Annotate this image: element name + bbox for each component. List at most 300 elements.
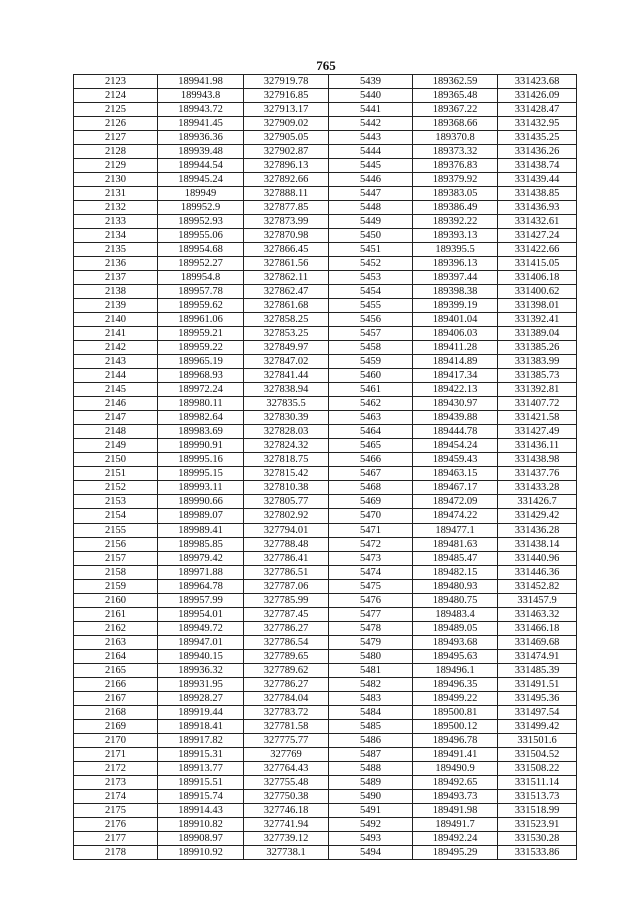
point-number-right: 5457	[329, 327, 413, 341]
point-number-right: 5462	[329, 397, 413, 411]
point-number-left: 2140	[74, 313, 158, 327]
x-coordinate-left: 189954.68	[158, 243, 244, 257]
y-coordinate-right: 331433.28	[498, 481, 577, 495]
point-number-left: 2143	[74, 355, 158, 369]
x-coordinate-left: 189910.82	[158, 817, 244, 831]
point-number-left: 2146	[74, 397, 158, 411]
y-coordinate-left: 327794.01	[244, 523, 329, 537]
y-coordinate-left: 327739.12	[244, 831, 329, 845]
x-coordinate-left: 189931.95	[158, 677, 244, 691]
y-coordinate-right: 331406.18	[498, 271, 577, 285]
y-coordinate-right: 331463.32	[498, 607, 577, 621]
table-row	[74, 607, 577, 621]
x-coordinate-right: 189430.97	[413, 397, 498, 411]
point-number-left: 2151	[74, 467, 158, 481]
table-row	[74, 565, 577, 579]
point-number-right: 5449	[329, 215, 413, 229]
point-number-right: 5478	[329, 621, 413, 635]
y-coordinate-right: 331499.42	[498, 719, 577, 733]
y-coordinate-left: 327741.94	[244, 817, 329, 831]
y-coordinate-left: 327786.51	[244, 565, 329, 579]
x-coordinate-left: 189913.77	[158, 761, 244, 775]
point-number-right: 5474	[329, 565, 413, 579]
point-number-right: 5475	[329, 579, 413, 593]
x-coordinate-left: 189917.82	[158, 733, 244, 747]
table-row	[74, 789, 577, 803]
x-coordinate-left: 189949	[158, 187, 244, 201]
y-coordinate-right: 331426.09	[498, 89, 577, 103]
y-coordinate-right: 331427.49	[498, 425, 577, 439]
point-number-left: 2147	[74, 411, 158, 425]
point-number-right: 5444	[329, 145, 413, 159]
x-coordinate-right: 189499.22	[413, 691, 498, 705]
x-coordinate-left: 189954.01	[158, 607, 244, 621]
x-coordinate-left: 189943.8	[158, 89, 244, 103]
point-number-right: 5446	[329, 173, 413, 187]
point-number-left: 2157	[74, 551, 158, 565]
table-row	[74, 663, 577, 677]
x-coordinate-left: 189980.11	[158, 397, 244, 411]
table-row	[74, 187, 577, 201]
y-coordinate-left: 327866.45	[244, 243, 329, 257]
point-number-right: 5454	[329, 285, 413, 299]
y-coordinate-right: 331423.68	[498, 75, 577, 89]
y-coordinate-left: 327746.18	[244, 803, 329, 817]
y-coordinate-left: 327789.65	[244, 649, 329, 663]
x-coordinate-right: 189439.88	[413, 411, 498, 425]
point-number-left: 2162	[74, 621, 158, 635]
point-number-left: 2166	[74, 677, 158, 691]
x-coordinate-right: 189467.17	[413, 481, 498, 495]
y-coordinate-right: 331432.61	[498, 215, 577, 229]
x-coordinate-right: 189399.19	[413, 299, 498, 313]
point-number-left: 2137	[74, 271, 158, 285]
x-coordinate-left: 189990.66	[158, 495, 244, 509]
y-coordinate-left: 327805.77	[244, 495, 329, 509]
y-coordinate-right: 331436.28	[498, 523, 577, 537]
x-coordinate-left: 189989.41	[158, 523, 244, 537]
y-coordinate-left: 327861.56	[244, 257, 329, 271]
coordinates-table	[73, 74, 577, 860]
point-number-right: 5491	[329, 803, 413, 817]
y-coordinate-right: 331495.36	[498, 691, 577, 705]
x-coordinate-right: 189376.83	[413, 159, 498, 173]
x-coordinate-left: 189971.88	[158, 565, 244, 579]
table-row	[74, 201, 577, 215]
x-coordinate-right: 189489.05	[413, 621, 498, 635]
point-number-right: 5468	[329, 481, 413, 495]
point-number-left: 2123	[74, 75, 158, 89]
x-coordinate-right: 189495.63	[413, 649, 498, 663]
table-row	[74, 285, 577, 299]
table-row	[74, 719, 577, 733]
x-coordinate-right: 189383.05	[413, 187, 498, 201]
point-number-left: 2164	[74, 649, 158, 663]
y-coordinate-left: 327847.02	[244, 355, 329, 369]
x-coordinate-left: 189961.06	[158, 313, 244, 327]
y-coordinate-right: 331389.04	[498, 327, 577, 341]
y-coordinate-right: 331438.98	[498, 453, 577, 467]
y-coordinate-right: 331415.05	[498, 257, 577, 271]
x-coordinate-left: 189949.72	[158, 621, 244, 635]
x-coordinate-right: 189459.43	[413, 453, 498, 467]
y-coordinate-left: 327849.97	[244, 341, 329, 355]
point-number-right: 5482	[329, 677, 413, 691]
point-number-right: 5456	[329, 313, 413, 327]
x-coordinate-left: 189995.15	[158, 467, 244, 481]
point-number-left: 2142	[74, 341, 158, 355]
y-coordinate-left: 327810.38	[244, 481, 329, 495]
y-coordinate-right: 331530.28	[498, 831, 577, 845]
y-coordinate-right: 331392.81	[498, 383, 577, 397]
point-number-right: 5448	[329, 201, 413, 215]
x-coordinate-left: 189936.32	[158, 663, 244, 677]
table-row	[74, 537, 577, 551]
x-coordinate-left: 189983.69	[158, 425, 244, 439]
table-row	[74, 173, 577, 187]
y-coordinate-right: 331421.58	[498, 411, 577, 425]
y-coordinate-left: 327828.03	[244, 425, 329, 439]
x-coordinate-right: 189362.59	[413, 75, 498, 89]
point-number-left: 2150	[74, 453, 158, 467]
y-coordinate-right: 331438.14	[498, 537, 577, 551]
x-coordinate-right: 189397.44	[413, 271, 498, 285]
point-number-right: 5451	[329, 243, 413, 257]
x-coordinate-right: 189393.13	[413, 229, 498, 243]
table-row	[74, 299, 577, 313]
y-coordinate-left: 327785.99	[244, 593, 329, 607]
y-coordinate-left: 327789.62	[244, 663, 329, 677]
y-coordinate-right: 331429.42	[498, 509, 577, 523]
y-coordinate-left: 327870.98	[244, 229, 329, 243]
x-coordinate-left: 189955.06	[158, 229, 244, 243]
point-number-left: 2144	[74, 369, 158, 383]
point-number-right: 5458	[329, 341, 413, 355]
point-number-right: 5441	[329, 103, 413, 117]
y-coordinate-left: 327916.85	[244, 89, 329, 103]
y-coordinate-left: 327862.47	[244, 285, 329, 299]
x-coordinate-right: 189485.47	[413, 551, 498, 565]
x-coordinate-left: 189957.78	[158, 285, 244, 299]
y-coordinate-left: 327902.87	[244, 145, 329, 159]
y-coordinate-left: 327788.48	[244, 537, 329, 551]
y-coordinate-left: 327781.58	[244, 719, 329, 733]
point-number-right: 5452	[329, 257, 413, 271]
x-coordinate-left: 189952.9	[158, 201, 244, 215]
point-number-left: 2141	[74, 327, 158, 341]
point-number-right: 5447	[329, 187, 413, 201]
point-number-right: 5464	[329, 425, 413, 439]
x-coordinate-right: 189422.13	[413, 383, 498, 397]
y-coordinate-left: 327861.68	[244, 299, 329, 313]
y-coordinate-left: 327786.27	[244, 621, 329, 635]
y-coordinate-left: 327750.38	[244, 789, 329, 803]
y-coordinate-right: 331469.68	[498, 635, 577, 649]
table-row	[74, 691, 577, 705]
point-number-right: 5477	[329, 607, 413, 621]
y-coordinate-right: 331501.6	[498, 733, 577, 747]
x-coordinate-left: 189915.51	[158, 775, 244, 789]
y-coordinate-right: 331392.41	[498, 313, 577, 327]
y-coordinate-left: 327896.13	[244, 159, 329, 173]
table-row	[74, 243, 577, 257]
y-coordinate-right: 331436.26	[498, 145, 577, 159]
point-number-left: 2178	[74, 845, 158, 859]
x-coordinate-right: 189496.1	[413, 663, 498, 677]
y-coordinate-right: 331436.11	[498, 439, 577, 453]
point-number-right: 5466	[329, 453, 413, 467]
point-number-left: 2124	[74, 89, 158, 103]
table-row	[74, 327, 577, 341]
point-number-right: 5486	[329, 733, 413, 747]
y-coordinate-left: 327783.72	[244, 705, 329, 719]
point-number-left: 2139	[74, 299, 158, 313]
x-coordinate-right: 189463.15	[413, 467, 498, 481]
y-coordinate-left: 327786.41	[244, 551, 329, 565]
table-row	[74, 495, 577, 509]
x-coordinate-left: 189919.44	[158, 705, 244, 719]
point-number-right: 5459	[329, 355, 413, 369]
x-coordinate-right: 189373.32	[413, 145, 498, 159]
point-number-left: 2145	[74, 383, 158, 397]
x-coordinate-right: 189491.7	[413, 817, 498, 831]
table-row	[74, 229, 577, 243]
point-number-left: 2165	[74, 663, 158, 677]
table-row	[74, 677, 577, 691]
y-coordinate-right: 331435.25	[498, 131, 577, 145]
y-coordinate-left: 327769	[244, 747, 329, 761]
x-coordinate-right: 189496.35	[413, 677, 498, 691]
y-coordinate-left: 327873.99	[244, 215, 329, 229]
y-coordinate-left: 327892.66	[244, 173, 329, 187]
x-coordinate-right: 189401.04	[413, 313, 498, 327]
y-coordinate-left: 327787.06	[244, 579, 329, 593]
point-number-right: 5480	[329, 649, 413, 663]
point-number-left: 2169	[74, 719, 158, 733]
table-row	[74, 159, 577, 173]
x-coordinate-right: 189367.22	[413, 103, 498, 117]
point-number-left: 2159	[74, 579, 158, 593]
table-row	[74, 551, 577, 565]
point-number-left: 2138	[74, 285, 158, 299]
point-number-right: 5484	[329, 705, 413, 719]
x-coordinate-left: 189985.85	[158, 537, 244, 551]
table-row	[74, 411, 577, 425]
table-row	[74, 75, 577, 89]
y-coordinate-left: 327858.25	[244, 313, 329, 327]
y-coordinate-right: 331438.85	[498, 187, 577, 201]
x-coordinate-right: 189493.68	[413, 635, 498, 649]
y-coordinate-left: 327877.85	[244, 201, 329, 215]
point-number-right: 5467	[329, 467, 413, 481]
y-coordinate-right: 331485.39	[498, 663, 577, 677]
point-number-left: 2168	[74, 705, 158, 719]
point-number-right: 5453	[329, 271, 413, 285]
point-number-right: 5479	[329, 635, 413, 649]
y-coordinate-left: 327802.92	[244, 509, 329, 523]
y-coordinate-right: 331438.74	[498, 159, 577, 173]
point-number-left: 2163	[74, 635, 158, 649]
y-coordinate-left: 327815.42	[244, 467, 329, 481]
x-coordinate-right: 189379.92	[413, 173, 498, 187]
x-coordinate-left: 189945.24	[158, 173, 244, 187]
point-number-right: 5488	[329, 761, 413, 775]
table-row	[74, 355, 577, 369]
x-coordinate-right: 189500.81	[413, 705, 498, 719]
x-coordinate-right: 189491.41	[413, 747, 498, 761]
x-coordinate-left: 189957.99	[158, 593, 244, 607]
point-number-left: 2152	[74, 481, 158, 495]
point-number-right: 5445	[329, 159, 413, 173]
table-row	[74, 481, 577, 495]
table-row	[74, 383, 577, 397]
y-coordinate-right: 331437.76	[498, 467, 577, 481]
table-row	[74, 509, 577, 523]
y-coordinate-left: 327764.43	[244, 761, 329, 775]
y-coordinate-left: 327824.32	[244, 439, 329, 453]
x-coordinate-left: 189941.45	[158, 117, 244, 131]
point-number-left: 2156	[74, 537, 158, 551]
point-number-right: 5439	[329, 75, 413, 89]
table-row	[74, 341, 577, 355]
table-row	[74, 145, 577, 159]
x-coordinate-right: 189495.29	[413, 845, 498, 859]
x-coordinate-left: 189908.97	[158, 831, 244, 845]
point-number-right: 5469	[329, 495, 413, 509]
point-number-left: 2155	[74, 523, 158, 537]
x-coordinate-left: 189944.54	[158, 159, 244, 173]
x-coordinate-right: 189492.24	[413, 831, 498, 845]
x-coordinate-right: 189454.24	[413, 439, 498, 453]
point-number-left: 2177	[74, 831, 158, 845]
x-coordinate-left: 189914.43	[158, 803, 244, 817]
y-coordinate-left: 327786.27	[244, 677, 329, 691]
table-row	[74, 621, 577, 635]
point-number-right: 5443	[329, 131, 413, 145]
y-coordinate-left: 327905.05	[244, 131, 329, 145]
x-coordinate-left: 189982.64	[158, 411, 244, 425]
point-number-left: 2134	[74, 229, 158, 243]
point-number-left: 2171	[74, 747, 158, 761]
x-coordinate-right: 189411.28	[413, 341, 498, 355]
point-number-left: 2153	[74, 495, 158, 509]
y-coordinate-right: 331533.86	[498, 845, 577, 859]
y-coordinate-right: 331426.7	[498, 495, 577, 509]
point-number-left: 2161	[74, 607, 158, 621]
x-coordinate-right: 189482.15	[413, 565, 498, 579]
point-number-right: 5461	[329, 383, 413, 397]
table-row	[74, 705, 577, 719]
point-number-left: 2174	[74, 789, 158, 803]
y-coordinate-right: 331446.36	[498, 565, 577, 579]
x-coordinate-left: 189952.93	[158, 215, 244, 229]
table-row	[74, 117, 577, 131]
x-coordinate-left: 189918.41	[158, 719, 244, 733]
x-coordinate-right: 189483.4	[413, 607, 498, 621]
y-coordinate-left: 327830.39	[244, 411, 329, 425]
point-number-right: 5442	[329, 117, 413, 131]
y-coordinate-right: 331511.14	[498, 775, 577, 789]
point-number-left: 2131	[74, 187, 158, 201]
y-coordinate-right: 331466.18	[498, 621, 577, 635]
table-row	[74, 467, 577, 481]
point-number-left: 2173	[74, 775, 158, 789]
x-coordinate-right: 189417.34	[413, 369, 498, 383]
y-coordinate-right: 331432.95	[498, 117, 577, 131]
x-coordinate-right: 189477.1	[413, 523, 498, 537]
x-coordinate-right: 189480.75	[413, 593, 498, 607]
y-coordinate-right: 331513.73	[498, 789, 577, 803]
y-coordinate-left: 327919.78	[244, 75, 329, 89]
y-coordinate-left: 327838.94	[244, 383, 329, 397]
point-number-left: 2126	[74, 117, 158, 131]
y-coordinate-right: 331491.51	[498, 677, 577, 691]
x-coordinate-left: 189939.48	[158, 145, 244, 159]
x-coordinate-right: 189386.49	[413, 201, 498, 215]
x-coordinate-left: 189965.19	[158, 355, 244, 369]
y-coordinate-right: 331523.91	[498, 817, 577, 831]
point-number-left: 2135	[74, 243, 158, 257]
point-number-right: 5483	[329, 691, 413, 705]
y-coordinate-left: 327835.5	[244, 397, 329, 411]
point-number-right: 5476	[329, 593, 413, 607]
y-coordinate-right: 331400.62	[498, 285, 577, 299]
x-coordinate-left: 189964.78	[158, 579, 244, 593]
x-coordinate-left: 189952.27	[158, 257, 244, 271]
y-coordinate-right: 331385.73	[498, 369, 577, 383]
y-coordinate-right: 331457.9	[498, 593, 577, 607]
point-number-right: 5463	[329, 411, 413, 425]
page-number: 765	[316, 58, 336, 73]
x-coordinate-left: 189936.36	[158, 131, 244, 145]
y-coordinate-right: 331398.01	[498, 299, 577, 313]
table-row	[74, 775, 577, 789]
y-coordinate-left: 327853.25	[244, 327, 329, 341]
x-coordinate-right: 189491.98	[413, 803, 498, 817]
table-row	[74, 803, 577, 817]
point-number-right: 5489	[329, 775, 413, 789]
point-number-right: 5492	[329, 817, 413, 831]
y-coordinate-right: 331383.99	[498, 355, 577, 369]
y-coordinate-right: 331508.22	[498, 761, 577, 775]
point-number-left: 2128	[74, 145, 158, 159]
point-number-left: 2175	[74, 803, 158, 817]
point-number-right: 5490	[329, 789, 413, 803]
y-coordinate-right: 331440.96	[498, 551, 577, 565]
x-coordinate-left: 189989.07	[158, 509, 244, 523]
table-row	[74, 649, 577, 663]
point-number-right: 5481	[329, 663, 413, 677]
point-number-right: 5494	[329, 845, 413, 859]
x-coordinate-right: 189406.03	[413, 327, 498, 341]
x-coordinate-left: 189947.01	[158, 635, 244, 649]
x-coordinate-left: 189915.31	[158, 747, 244, 761]
x-coordinate-left: 189959.21	[158, 327, 244, 341]
point-number-left: 2172	[74, 761, 158, 775]
point-number-left: 2167	[74, 691, 158, 705]
y-coordinate-right: 331518.99	[498, 803, 577, 817]
y-coordinate-right: 331436.93	[498, 201, 577, 215]
table-row	[74, 89, 577, 103]
y-coordinate-left: 327818.75	[244, 453, 329, 467]
y-coordinate-right: 331385.26	[498, 341, 577, 355]
point-number-right: 5470	[329, 509, 413, 523]
y-coordinate-right: 331407.72	[498, 397, 577, 411]
table-row	[74, 215, 577, 229]
point-number-right: 5471	[329, 523, 413, 537]
y-coordinate-left: 327787.45	[244, 607, 329, 621]
x-coordinate-right: 189492.65	[413, 775, 498, 789]
